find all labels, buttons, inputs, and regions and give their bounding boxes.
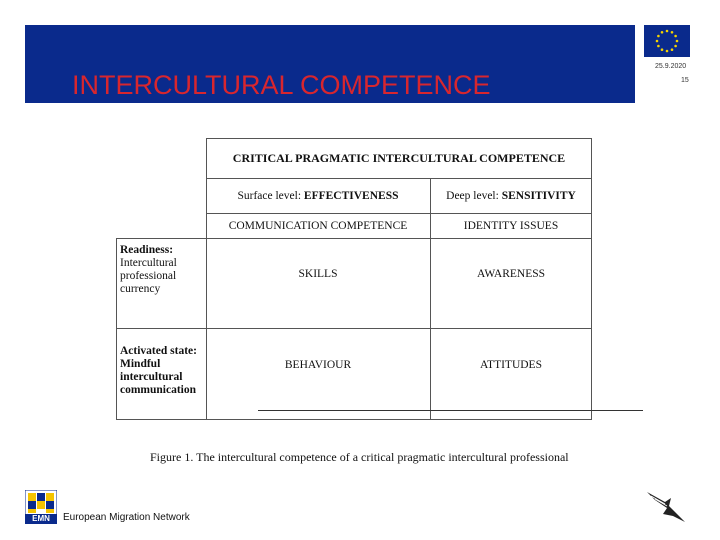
activated-state-line: Mindful (120, 358, 161, 370)
emn-logo-text: EMN (32, 514, 50, 523)
competence-figure (116, 138, 592, 420)
slide-date: 25.9.2020 (655, 63, 687, 70)
deep-level-value: SENSITIVITY (501, 189, 576, 202)
communication-competence-heading: COMMUNICATION COMPETENCE (228, 219, 408, 232)
attitudes-cell: ATTITUDES (480, 359, 542, 371)
awareness-cell: AWARENESS (476, 268, 546, 280)
readiness-label-line: currency (120, 283, 161, 295)
activated-state-line: Activated state: (120, 345, 197, 357)
footer-organization: European Migration Network (63, 512, 190, 523)
grid-line (116, 238, 117, 420)
deep-level-cell (430, 178, 592, 213)
deep-level-prefix: Deep level: (446, 189, 499, 202)
bird-logo-icon (645, 488, 687, 526)
figure-caption: Figure 1. The intercultural competence of a critical pragmatic intercultural professional (150, 450, 569, 464)
emn-logo-icon (25, 490, 57, 524)
grid-line (116, 328, 592, 329)
identity-issues-heading: IDENTITY ISSUES (463, 219, 559, 232)
surface-level-prefix: Surface level: (237, 189, 302, 202)
skills-cell: SKILLS (298, 268, 338, 280)
surface-level-cell (206, 178, 430, 213)
slide-title: INTERCULTURAL COMPETENCE (72, 70, 491, 100)
page-number: 15 (681, 77, 689, 84)
activated-state-line: intercultural (120, 371, 183, 383)
figure-header: CRITICAL PRAGMATIC INTERCULTURAL COMPETENCE (232, 150, 566, 165)
activated-state-line: communication (120, 384, 197, 396)
activated-state-label (120, 345, 206, 419)
readiness-label-line: Intercultural (120, 257, 177, 269)
readiness-label-line: professional (120, 270, 177, 282)
eu-flag-icon (644, 25, 690, 57)
behaviour-cell: BEHAVIOUR (284, 359, 352, 371)
figure-underline (258, 410, 643, 411)
grid-line (116, 238, 592, 239)
readiness-label (120, 244, 206, 328)
grid-line (116, 419, 592, 420)
readiness-label-title: Readiness: (120, 244, 174, 256)
surface-level-value: EFFECTIVENESS (303, 189, 399, 202)
